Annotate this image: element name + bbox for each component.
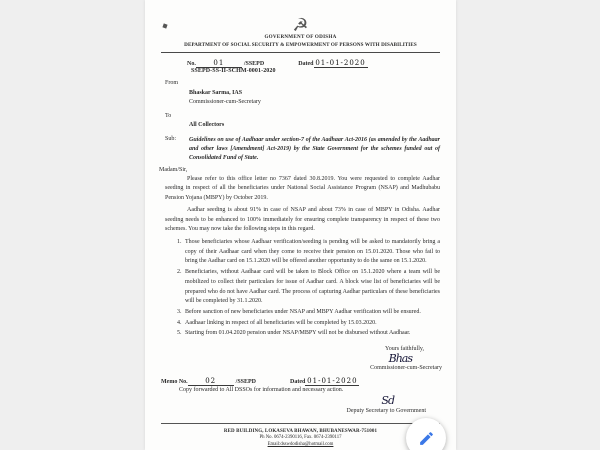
list-item: 1. Those beneficiaries whose Aadhaar verification/seeding is pending will be asked to mandatorily bring a copy of their Aadhaar card when they come to receive their pension on 15.01.2020. Those who fail to bring the Aadhar card on 15.1.2020 will be offered another opportunity to do the same on 15.1.2020. (183, 238, 440, 267)
closing-salutation: Yours faithfully, (384, 346, 424, 353)
edit-pencil-icon (418, 430, 435, 447)
government-heading: GOVERNMENT OF ODISHA (264, 34, 337, 40)
from-name: Bhaskar Sarma, IAS (189, 89, 243, 96)
salutation: Madam/Sir, (159, 166, 188, 173)
signature-deputy-secretary: Sd (381, 394, 394, 408)
memo-dated-label: Dated (290, 379, 306, 386)
deputy-secretary-designation: Deputy Secretary to Government (346, 408, 426, 415)
list-item: 5. Starting from 01.04.2020 pension under NSAP/MBPY will not be disbursed without Aadhaar. (183, 329, 440, 339)
to-block (145, 112, 456, 131)
letter-no-label: No. (187, 61, 196, 68)
subject-block (145, 136, 456, 164)
footer-address: RED BUILDING, LOKASEVA BHAWAN, BHUBANESWAR-751001 (223, 429, 378, 435)
from-block (145, 79, 456, 107)
memo-dated-value: 01-01-2020 (307, 377, 358, 386)
document-content (145, 0, 456, 450)
list-item: 3. Before sanction of new beneficiaries under NSAP and MBPY Aadhar verification will be ensured. (183, 308, 440, 318)
from-designation: Commissioner-cum-Secretary (189, 98, 261, 105)
action-steps-list (173, 238, 440, 339)
footer-contact: Ph No. 0674-2390116, Fax. 0674-2390117 (259, 435, 342, 441)
department-heading: DEPARTMENT OF SOCIAL SECURITY & EMPOWERMENT OF PERSONS WITH DISABILITIES (184, 41, 417, 48)
footer-divider (161, 423, 440, 424)
header-divider (161, 52, 440, 53)
from-label: From (165, 80, 179, 87)
dated-label: Dated (298, 61, 314, 68)
letter-no-suffix: /SSEPD (243, 61, 265, 68)
letter-no-value-field (196, 59, 242, 68)
reference-row (145, 59, 456, 68)
list-item: 2. Beneficiaries, without Aadhaar card will be taken to Block Office on 15.1.2020 where a team will be mobilized to collect their particulars for issue of Aadhar card. A block wise list of beneficiaries will be prepared who do not have Aadhar card. The process of capturing Aadhar particulars of these beneficiaries will be completed by 31.1.2020. (183, 268, 440, 307)
signer-designation: Commissioner-cum-Secretary (370, 365, 442, 372)
memo-no-value: 02 (205, 377, 217, 386)
copy-forwarded-line: Copy forwarded to All DSSOs for information and necessary action. (179, 387, 344, 394)
signature-commissioner: Bhas (388, 352, 412, 366)
memo-no-label: Memo No. (161, 379, 188, 386)
memo-dated-value-field (305, 377, 359, 386)
subject-text: Guidelines on use of Aadhaar under section-7 of the Aadhaar Act-2016 (as amended by the Aadhaar and other laws [Amendment] Act-2019) by the State Government for the schemes funded out of Consolidated Fund of State. (189, 136, 440, 162)
subject-label: Sub: (165, 135, 177, 142)
memo-no-suffix: /SSEPD (235, 379, 257, 386)
body-paragraph-2: Aadhar seeding is about 91% in case of NSAP and about 73% in case of MBPY in Odisha. Aadhar seeding needs to be enhanced to 100% immediately for ensuring complete transparency in respect of these two schemes. You may now take the following steps in this regard. (165, 206, 440, 233)
footer-email: Email:dsswdodisha@hotmail.com (267, 442, 334, 448)
state-emblem-of-india-icon: ☭ (292, 15, 309, 35)
dated-value: 01-01-2020 (315, 59, 366, 68)
memo-no-value-field (188, 377, 234, 386)
body-paragraph-1: Please refer to this office letter no 7367 dated 30.8.2019. You were requested to complete Aadhar seeding in respect of all the beneficiaries under National Social Assistance Program (NSAP) and Madhubabu Pension Yojana (MBPY) by October 2019. (165, 175, 440, 202)
letter-no-value: 01 (213, 59, 225, 68)
memo-reference-row (145, 377, 456, 386)
to-recipient: All Collectors (189, 122, 225, 129)
list-item: 4. Aadhaar linking in respect of all beneficiaries will be completed by 15.03.2020. (183, 319, 440, 329)
to-label: To (165, 113, 172, 120)
document-page (145, 0, 456, 450)
edit-fab-button[interactable] (406, 418, 446, 450)
emblem-container (145, 0, 456, 34)
dated-value-field (314, 59, 368, 68)
file-number: SSEPD-SS-II-SCHM-0001-2020 (191, 68, 276, 75)
